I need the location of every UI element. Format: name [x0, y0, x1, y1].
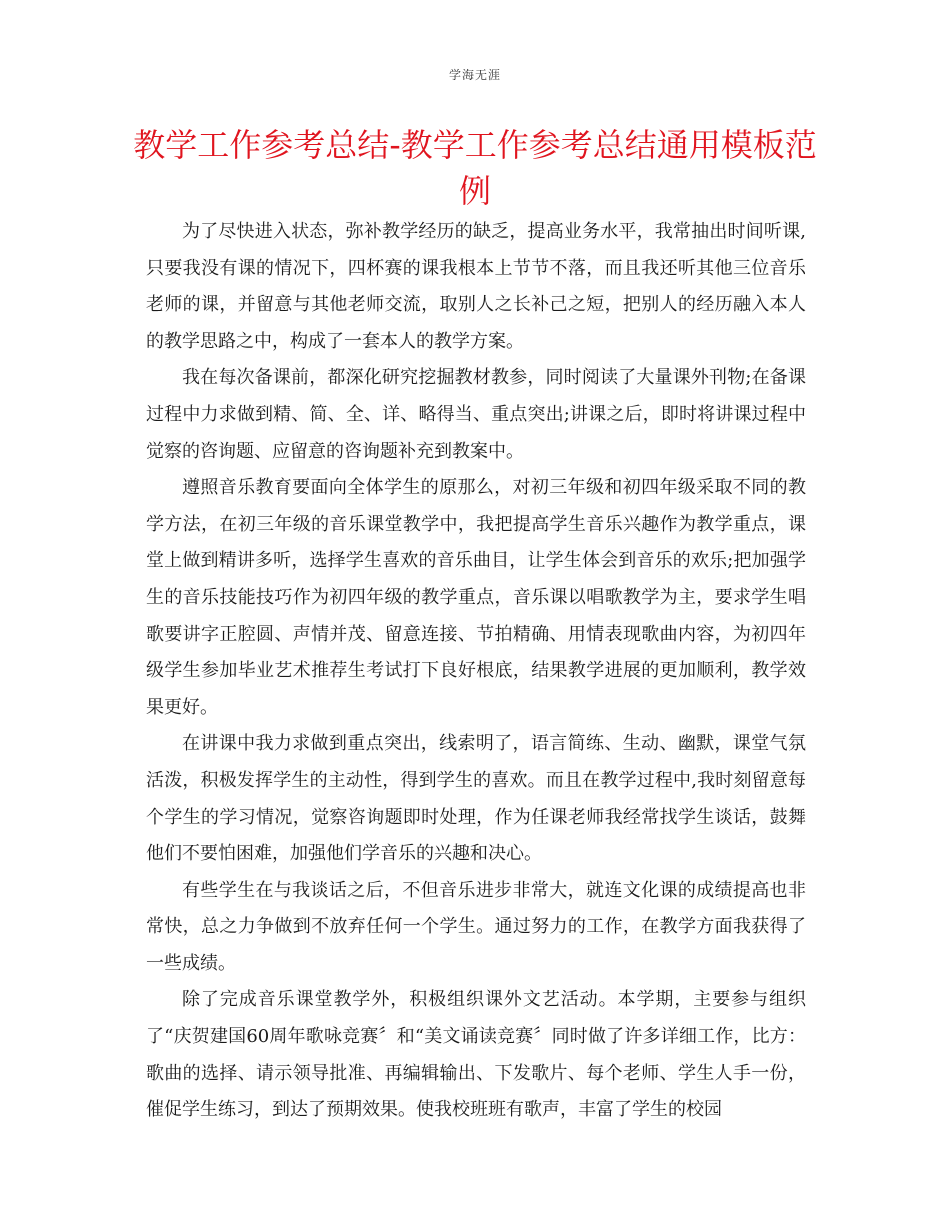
document-body: [146, 214, 806, 1129]
document-title: 教学工作参考总结-教学工作参考总结通用模板范例: [133, 126, 817, 210]
paragraph-5: 有些学生在与我谈话之后，不但音乐进步非常大，就连文化课的成绩提高也非常快，总之力争做到不放弃任何一个学生。通过努力的工作，在教学方面我获得了一些成绩。: [146, 879, 806, 974]
paragraph-3: 遵照音乐教育要面向全体学生的原那么，对初三年级和初四年级采取不同的教学方法，在初三年级的音乐课堂教学中，我把提高学生音乐兴趣作为教学重点，课堂上做到精讲多听，选择学生喜欢的音乐曲目，让学生体会到音乐的欢乐;把加强学生的音乐技能技巧作为初四年级的教学重点，音乐课以唱歌教学为主，要求学生唱歌要讲字正腔圆、声情并茂、留意连接、节拍精确、用情表现歌曲内容，为初四年级学生参加毕业艺术推荐生考试打下良好根底，结果教学进展的更加顺利，教学效果更好。: [146, 477, 806, 718]
paragraph-2: 我在每次备课前，都深化研究挖掘教材教参，同时阅读了大量课外刊物;在备课过程中力求做到精、简、全、详、略得当、重点突出;讲课之后，即时将讲课过程中觉察的咨询题、应留意的咨询题补充到教案中。: [146, 367, 806, 462]
paragraph-1: 为了尽快进入状态，弥补教学经历的缺乏，提高业务水平，我常抽出时间听课,只要我没有课的情况下，四杯赛的课我根本上节节不落，而且我还听其他三位音乐老师的课，并留意与其他老师交流，取别人之长补己之短，把别人的经历融入本人的教学思路之中，构成了一套本人的教学方案。: [146, 221, 806, 352]
running-header: 学海无涯: [448, 68, 501, 82]
paragraph-4: 在讲课中我力求做到重点突出，线索明了，语言简练、生动、幽默，课堂气氛活泼，积极发挥学生的主动性，得到学生的喜欢。而且在教学过程中,我时刻留意每个学生的学习情况，觉察咨询题即时处理，作为任课老师我经常找学生谈话，鼓舞他们不要怕困难，加强他们学音乐的兴趣和决心。: [146, 733, 806, 865]
paragraph-6: 除了完成音乐课堂教学外，积极组织课外文艺活动。本学期，主要参与组织了“庆贺建国60周年歌咏竞赛〞和“美文诵读竞赛〞同时做了许多详细工作，比方：歌曲的选择、请示领导批准、再编辑输出、下发歌片、每个老师、学生人手一份，催促学生练习，到达了预期效果。使我校班班有歌声，丰富了学生的校园: [146, 989, 806, 1121]
